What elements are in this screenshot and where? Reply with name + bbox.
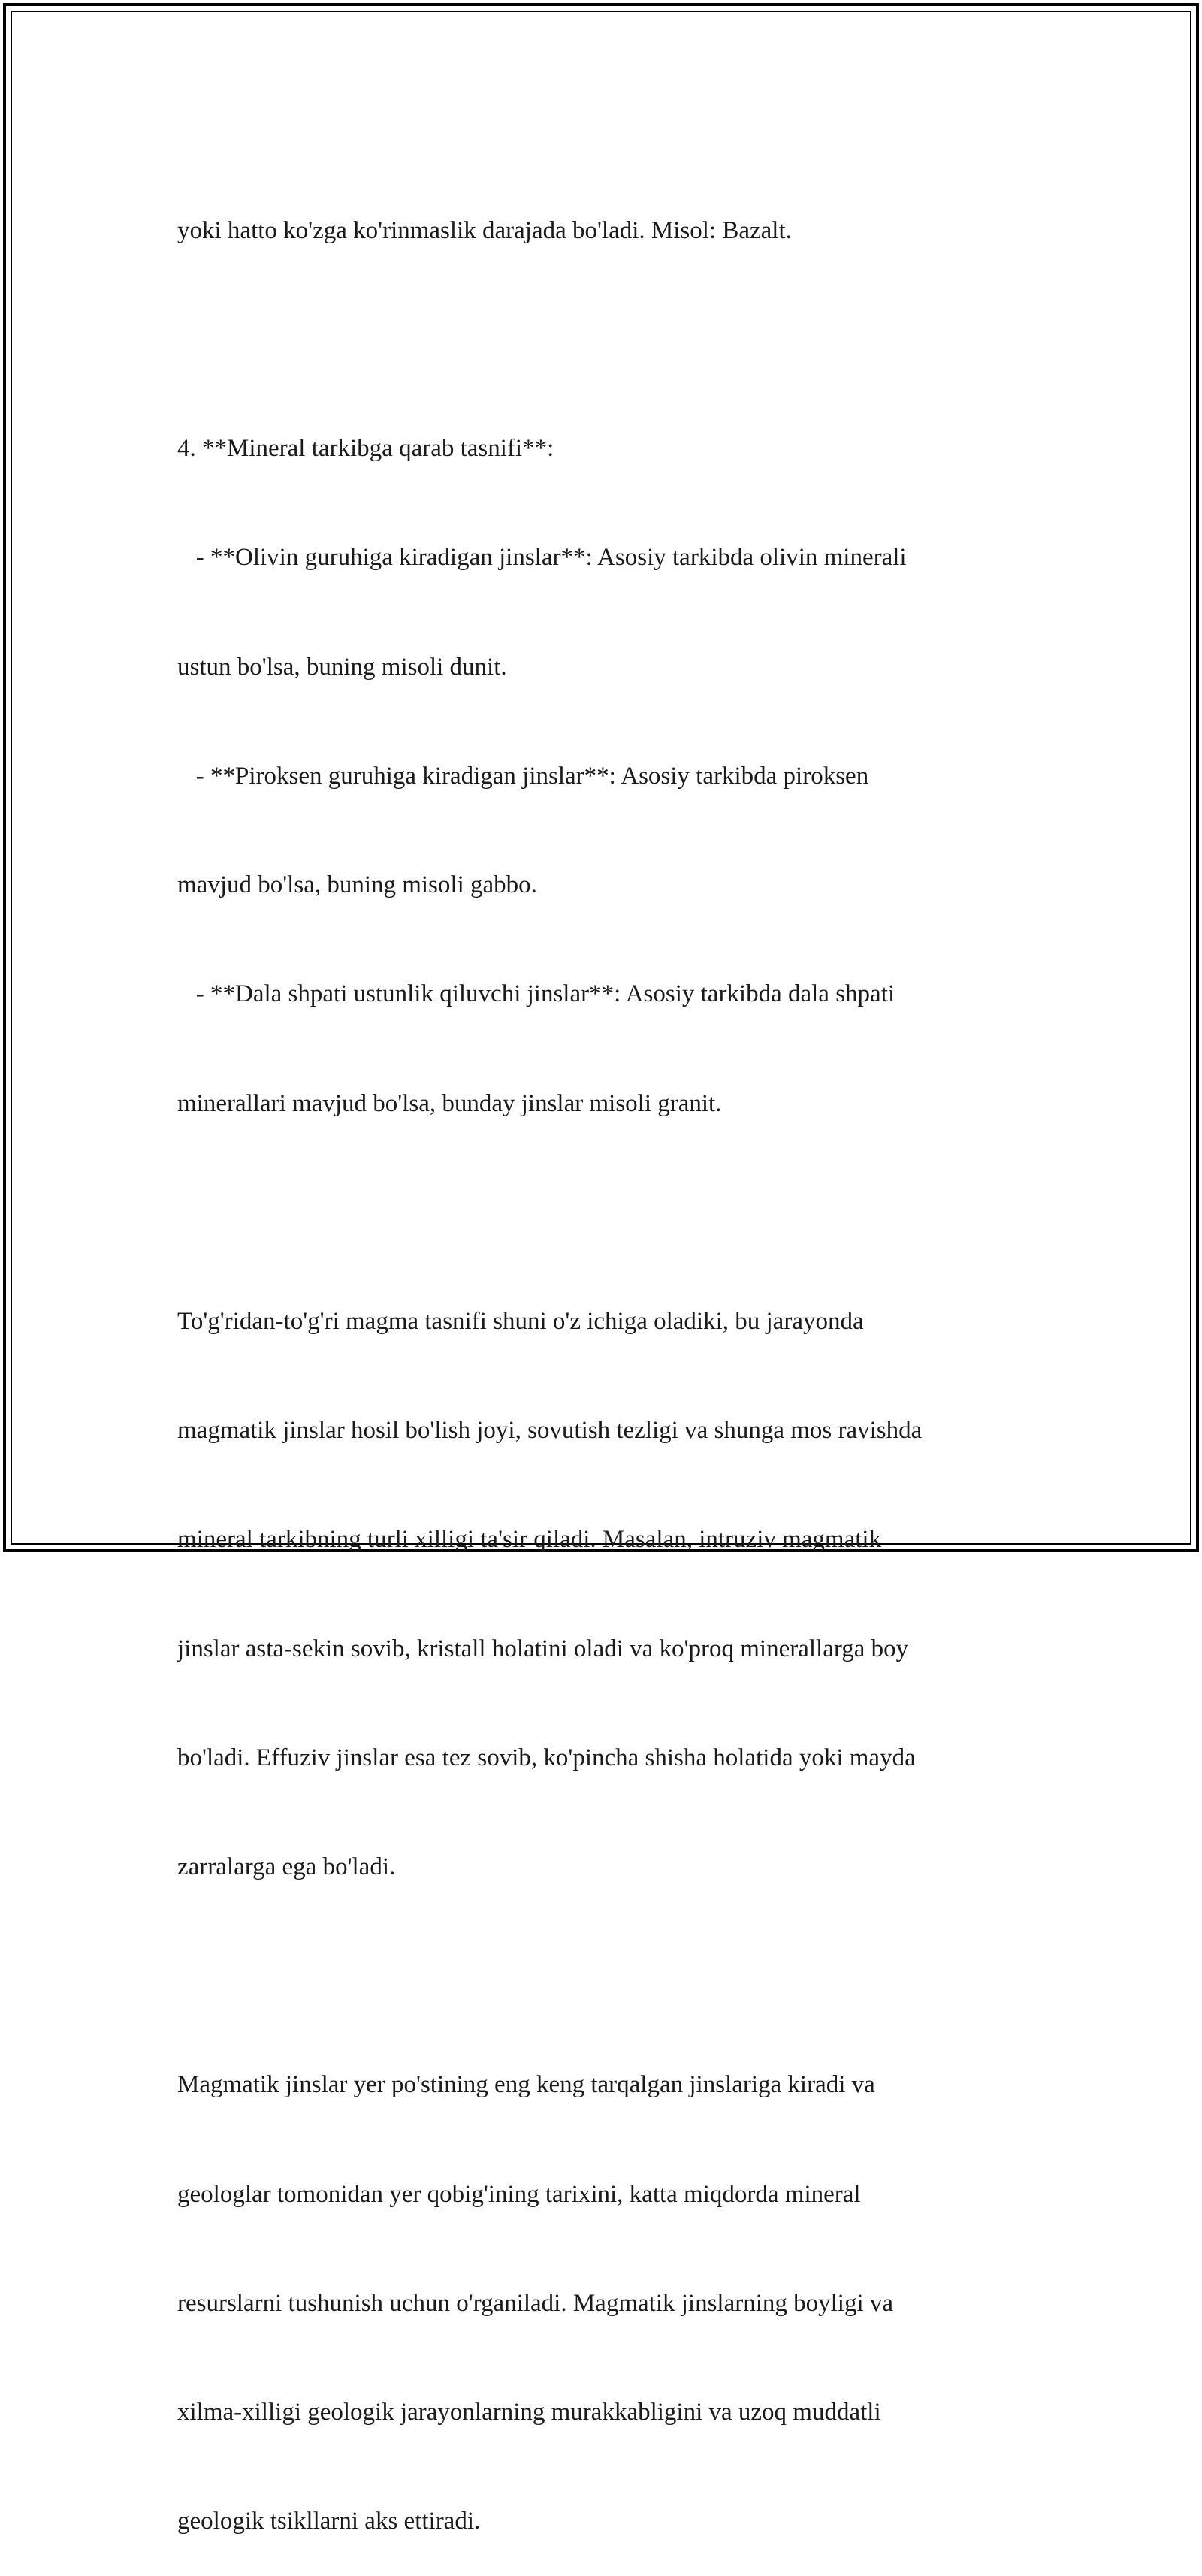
paragraph-line: zarralarga ega bo'ladi. [177,1853,396,1881]
paragraph-line: xilma-xilligi geologik jarayonlarning murakkabligini va uzoq muddatli [177,2399,881,2427]
paragraph-line: Magmatik jinslar yer po'stining eng keng tarqalgan jinslariga kiradi va [177,2071,875,2099]
text-line: mavjud bo'lsa, buning misoli gabbo. [177,871,537,899]
document-body [177,140,1041,2576]
paragraph-line: geologik tsikllarni aks ettiradi. [177,2508,481,2535]
list-item-olivin: - **Olivin guruhiga kiradigan jinslar**: Asosiy tarkibda olivin minerali [177,544,907,572]
text-line: ustun bo'lsa, buning misoli dunit. [177,653,507,681]
text-line: minerallari mavjud bo'lsa, bunday jinslar misoli granit. [177,1089,722,1117]
blank-line [177,322,1041,358]
paragraph-line: geologlar tomonidan yer qobig'ining tarixini, katta miqdorda mineral [177,2180,861,2208]
paragraph-line: resurslarni tushunish uchun o'rganiladi. Magmatik jinslarning boyligi va [177,2289,894,2317]
blank-line [177,1958,1041,1994]
paragraph-line: mineral tarkibning turli xilligi ta'sir qiladi. Masalan, intruziv magmatik [177,1526,882,1554]
list-item-piroksen: - **Piroksen guruhiga kiradigan jinslar**: Asosiy tarkibda piroksen [177,762,869,790]
list-item-dala-shpati: - **Dala shpati ustunlik qiluvchi jinslar**: Asosiy tarkibda dala shpati [177,980,895,1008]
section-heading: 4. **Mineral tarkibga qarab tasnifi**: [177,435,554,463]
text-line: yoki hatto ko'zga ko'rinmaslik darajada bo'ladi. Misol: Bazalt. [177,216,792,244]
paragraph-line: To'g'ridan-to'g'ri magma tasnifi shuni o'z ichiga oladiki, bu jarayonda [177,1307,864,1335]
paragraph-line: jinslar asta-sekin sovib, kristall holatini oladi va ko'proq minerallarga boy [177,1635,909,1662]
paragraph-line: bo'ladi. Effuziv jinslar esa tez sovib, ko'pincha shisha holatida yoki mayda [177,1744,916,1771]
blank-line [177,1194,1041,1231]
paragraph-line: magmatik jinslar hosil bo'lish joyi, sovutish tezligi va shunga mos ravishda [177,1417,923,1445]
